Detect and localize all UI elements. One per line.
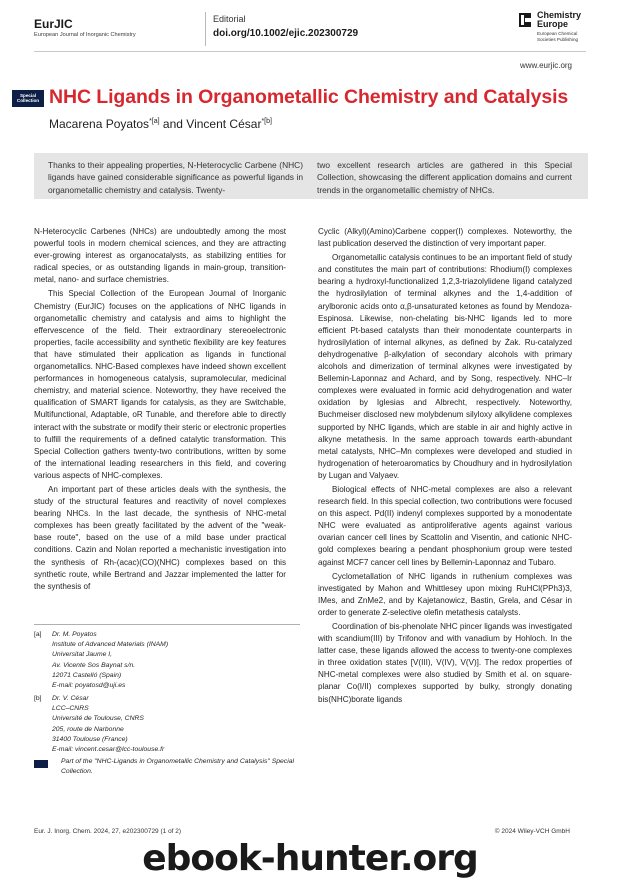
right-paragraph-1: Cyclic (Alkyl)(Amino)Carbene copper(I) complexes. Noteworthy, the last publication deserved the distinction of very important paper. [318,227,572,249]
affiliation-b-line: Dr. V. César [52,695,89,702]
chemistry-europe-logo-icon [518,12,532,28]
author-conjunction: and [159,117,187,131]
author-2-affiliation: *[b] [261,118,272,125]
journal-name: EurJIC [34,17,73,31]
publisher-logo-text [537,11,581,29]
article-type: Editorial [213,14,246,24]
left-column [34,226,286,593]
right-paragraph-5: Coordination of bis-phenolate NHC pincer ligands was investigated with scandium(III) by Trifonov and with vanadium by Hohloch. In the latter case, these ligands allowed the access to twenty-one complexes in three oxidation states [V(III), V(IV), V(V)]. The redox properties of NHC-metal complexes were also studied by Smith et al. on square-planar Co(I/II) complexes supported by bulky, strongly donating bis(NHC)borate ligands [318,622,572,704]
copyright-footer: © 2024 Wiley-VCH GmbH [494,828,570,835]
collection-note: Part of the "NHC-Ligands in Organometallic Chemistry and Catalysis" Special Collection. [61,758,294,775]
badge-line-2: Collection [16,98,40,104]
publisher-sub-line-1: European Chemical [537,31,578,36]
affiliation-b-label: [b] [34,695,42,702]
abstract-right: two excellent research articles are gathered in this Special Collection, showcasing the different application domains and current trends in the organometallic chemistry of NHCs. [317,160,572,195]
citation-footer: Eur. J. Inorg. Chem. 2024, 27, e202300729 (1 of 2) [34,828,182,835]
author-list [49,117,272,131]
author-1[interactable]: Macarena Poyatos [49,117,150,131]
publisher-sub-line-2: Societies Publishing [537,36,579,42]
left-paragraph-2: This Special Collection of the European Journal of Inorganic Chemistry (EurJIC) focuses on the applications of NHC ligands in organometallic chemistry and catalysis and aims to highlight the effervescence of the field. Their extraordinary stereoelectronic properties, facile accessibility and synthetic flexibility are key features that have stimulated their application as ligands in functional organometallics. NHC-Based complexes have indeed shown excellent performances in homogeneous catalysis, supramolecular, medicinal chemistry, and material science. Noteworthy, they have received the qualification of SMART ligands for catalysis, as they are Switchable, Multifunctional, Adaptable, oR Tunable, and therefore able to directly interact with the substrate or modify their steric or electronic properties to fulfill the requirements of a defined catalytic transformation. This Special Collection gathers twenty-two contributions, written by some of the international leading researchers in this field, and covering various aspects of NHC-complexes. [34,289,286,480]
special-collection-mini-badge-icon [34,760,48,768]
header-rule [34,51,586,52]
article-title: NHC Ligands in Organometallic Chemistry and Catalysis [49,86,569,108]
header-divider [205,12,206,46]
affiliation-b [34,694,304,756]
affiliation-a-line: Av. Vicente Sos Baynat s/n. [52,661,136,669]
affiliation-a-label: [a] [34,631,42,638]
right-paragraph-3: Biological effects of NHC-metal complexes are also a relevant research field. In this special collection, two contributions were focused on this aspect. Pd(II) indenyl complexes supported by a monodentate NHC were evaluated as antiproliferative agents against various ovarian cancer cell lines by Scattolin and Visentin, and cationic NHC-gold complexes bearing a pendant phosphonium group were tested against MCF7 cancer cell lines by Bellemin-Laponnaz and Tubaro. [318,484,572,567]
author-2[interactable]: Vincent César [186,117,262,131]
left-paragraph-3: An important part of these articles deals with the synthesis, the study of the structural features and reactivity of novel complexes bearing NHCs. In the last decade, the synthesis of NHC-metal complexes has been greatly facilitated by the advent of the "weak-base route", based on the use of a mild base under practical conditions. Cazin and Nolan reported a mechanistic investigation into the synthesis of Rh-(acac)(CO)(NHC) complexes based on this synthetic route, while Bertrand and Jazzar implemented the latter for the synthesis of [34,484,286,591]
badge-line-1: Special [19,93,37,98]
affiliation-a-line: Universitat Jaume I, [52,651,113,659]
affiliation-b-line: Université de Toulouse, CNRS [52,715,144,723]
affiliation-b-line: LCC–CNRS [52,705,89,713]
affiliation-a-line: Dr. M. Poyatos [52,631,97,638]
publisher-name-line-1: Chemistry [537,10,582,20]
footnote-rule [34,624,300,625]
abstract-box [34,153,588,199]
right-paragraph-2: Organometallic catalysis continues to be an important field of study and constitutes the main part of contributions: Rhodium(I) complexes bearing a hydroxyl-functionalized 1,2,3-triazolylidene ligand catalyzed the hydrosilylation of terminal alkynes and the 1,4-addition of arylboronic acids onto α,β-unsaturated ketones as found by Mendoza-Espinosa. Likewise, non-chelating bis-NHC ligands led to more efficient Pt-based catalysts than their monodentate counterparts in hydrosilylation of internal alkynes, as defined by Żak. Ru-catalyzed dehydrogenative β-alkylation of secondary alcohols with primary alcohols and dimerization of terminal alkynes were investigated by Bellemin-Laponnaz and Achard, and by Song, respectively. NHC–Ir complexes were evaluated in formic acid dehydrogenation and water oxidation by Iglesias and Albrecht, respectively. Noteworthy, Buchmeiser disclosed new molybdenum silyloxy alkylidene complexes supported by NHC ligands, which are stable in air and highly active in alkyne metathesis. In the same approach towards earth-abundant metal catalysts, NHC–Mn complexes were developed and studied in hydrogenation of heteroaromatics by Choudhury and in hydrosilylation by Lugan and Valyaev. [318,253,572,480]
affiliation-b-line: 31400 Toulouse (France) [52,735,128,743]
affiliation-a-email[interactable]: E-mail: poyatosd@uji.es [52,682,126,690]
journal-full-name: European Journal of Inorganic Chemistry [34,32,136,38]
journal-website-link[interactable]: www.eurjic.org [519,61,572,70]
watermark: ebook-hunter.org [142,838,478,879]
doi-link[interactable]: doi.org/10.1002/ejic.202300729 [213,28,359,39]
affiliation-b-email[interactable]: E-mail: vincent.cesar@lcc-toulouse.fr [52,746,165,754]
affiliation-b-body [52,694,164,755]
left-paragraph-1: N-Heterocyclic Carbenes (NHCs) are undoubtedly among the most powerful tools in modern chemical sciences, and they are attracting ever-growing interest as organocatalysts, as stabilizing entities for radical species, or as outstanding ligands in main-group, transition-metal, nano- and surface chemistries. [34,227,286,285]
publisher-subtitle [537,31,597,42]
right-paragraph-4: Cyclometallation of NHC ligands in ruthenium complexes was investigated by Mahon and Whittlesey upon mixing RuHCl(PPh3)3, IMes, and ZnMe2, and by Kajetanowicz, Bastin, Grela, and César in order to generate Z-selective olefin metathesis catalysts. [318,571,572,617]
right-column [318,226,572,706]
affiliation-b-line: 205, route de Narbonne [52,725,124,733]
affiliation-a-line: 12071 Castelló (Spain) [52,671,122,679]
abstract-left: Thanks to their appealing properties, N-Heterocyclic Carbene (NHC) ligands have gained considerable significance as powerful ligands in organometallic chemistry and catalysis. Twenty- [48,160,303,195]
affiliation-a-line: Institute of Advanced Materials (INAM) [52,641,169,649]
special-collection-badge [12,90,44,107]
affiliation-a-body [52,630,168,691]
publisher-name-line-2: Europe [537,19,569,29]
author-1-affiliation: *[a] [149,118,160,125]
affiliation-a [34,630,304,692]
